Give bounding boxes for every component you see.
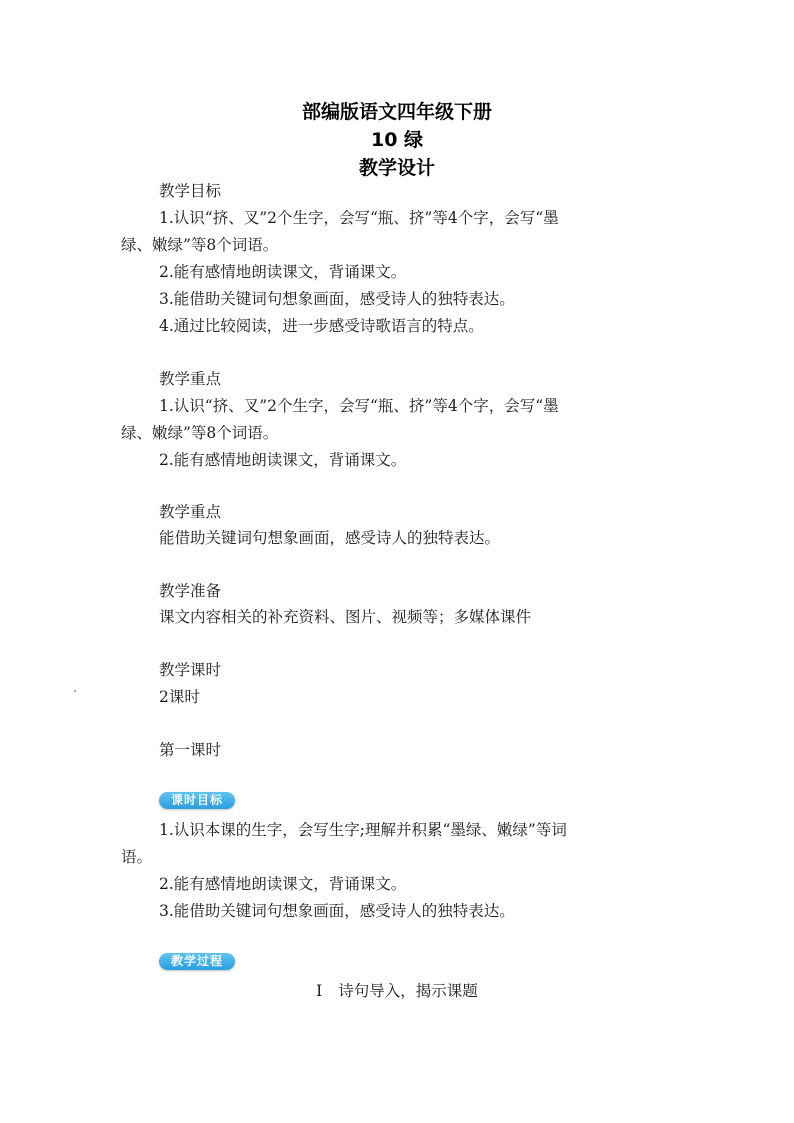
preparation-text: 课文内容相关的补充资料、图片、视频等；多媒体课件 (159, 608, 532, 626)
section-heading (0, 978, 794, 1004)
key-points-heading: 教学重点 (159, 370, 222, 388)
document-title-lesson: 10 绿 (370, 129, 424, 151)
period-goal-1-line-1: 1.认识本课的生字，会写生字;理解并积累“墨绿、嫩绿”等词 (159, 821, 567, 839)
objective-4: 4.通过比较阅读，进一步感受诗歌语言的特点。 (159, 317, 484, 335)
key-points-2-text: 能借助关键词句想象画面，感受诗人的独特表达。 (159, 529, 501, 547)
key-point-1-line-1: 1.认识“挤、叉”2个生字，会写“瓶、挤”等4个字，会写“墨 (159, 397, 559, 415)
preparation-heading: 教学准备 (159, 582, 222, 600)
document-title-series: 部编版语文四年级下册 (301, 101, 492, 123)
key-points-2-heading: 教学重点 (159, 503, 222, 521)
first-period-heading: 第一课时 (159, 741, 222, 759)
key-point-2: 2.能有感情地朗读课文，背诵课文。 (159, 451, 407, 469)
objective-3: 3.能借助关键词句想象画面，感受诗人的独特表达。 (159, 290, 515, 308)
teaching-process-tag: 教学过程 (159, 953, 235, 970)
objective-2: 2.能有感情地朗读课文，背诵课文。 (159, 263, 407, 281)
document-title-type: 教学设计 (358, 157, 435, 179)
key-point-1-line-2: 绿、嫩绿”等8个词语。 (121, 424, 279, 442)
objective-1-line-1: 1.认识“挤、叉”2个生字，会写“瓶、挤”等4个字，会写“墨 (159, 209, 559, 227)
period-goals-tag: 课时目标 (159, 792, 235, 809)
section-numeral: Ⅰ (316, 982, 323, 1000)
objective-1-line-2: 绿、嫩绿”等8个词语。 (121, 236, 279, 254)
section-title: 诗句导入，揭示课题 (338, 982, 478, 1000)
periods-text: 2课时 (159, 688, 200, 706)
objectives-heading: 教学目标 (159, 182, 222, 200)
periods-heading: 教学课时 (159, 661, 222, 679)
period-goal-2: 2.能有感情地朗读课文，背诵课文。 (159, 875, 407, 893)
period-goal-3: 3.能借助关键词句想象画面，感受诗人的独特表达。 (159, 902, 515, 920)
period-goal-1-line-2: 语。 (121, 848, 153, 866)
stray-dot (74, 690, 76, 692)
